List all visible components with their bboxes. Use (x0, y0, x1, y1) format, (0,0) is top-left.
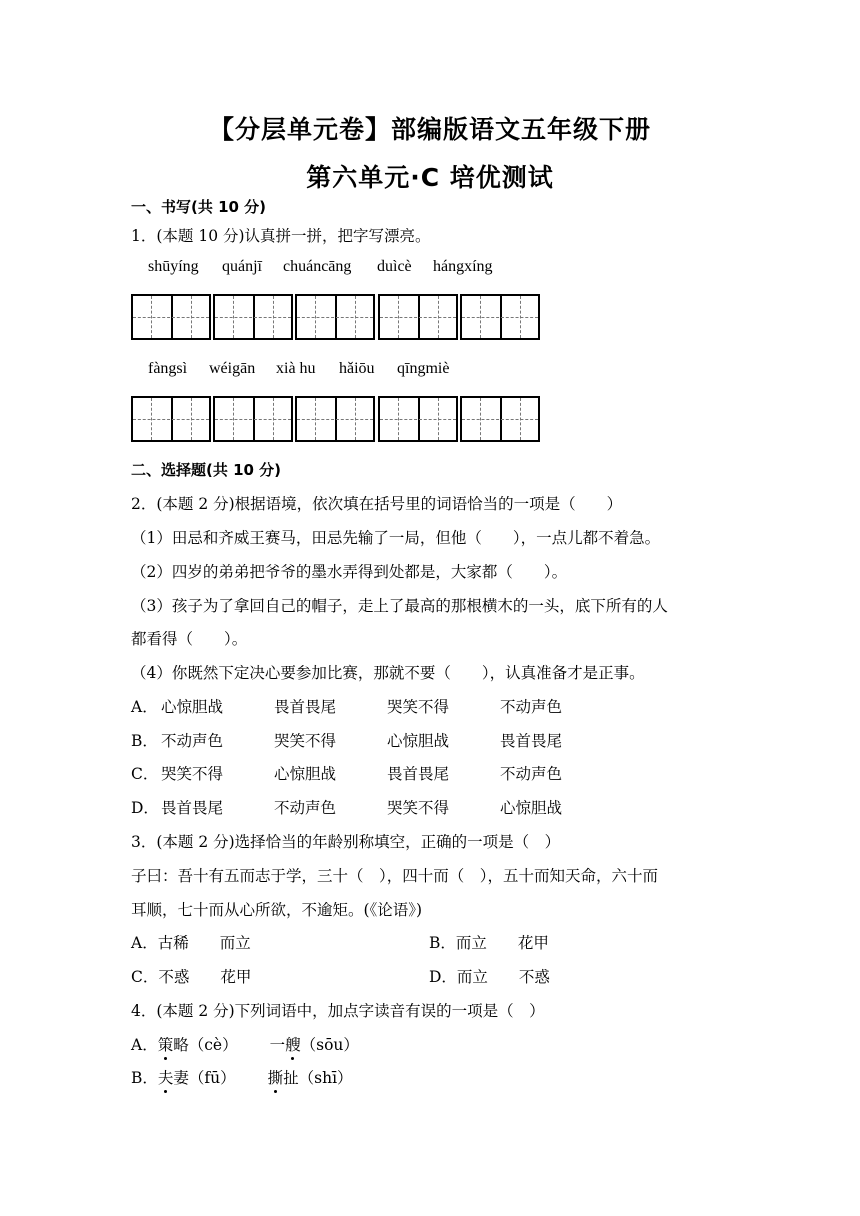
writing-box[interactable] (131, 396, 211, 442)
writing-box[interactable] (295, 294, 375, 340)
question-3: 3．(本题 2 分)选择恰当的年龄别称填空，正确的一项是（ ） (131, 833, 561, 851)
writing-box[interactable] (378, 294, 458, 340)
option-text: 扯（shī） (283, 1069, 353, 1087)
question-2: 2．(本题 2 分)根据语境，依次填在括号里的词语恰当的一项是（ ） (131, 495, 623, 513)
pinyin: duìcè (377, 258, 412, 275)
writing-box[interactable] (460, 294, 540, 340)
dotted-char: 撕 (267, 1069, 284, 1087)
dotted-char: 夫 (157, 1069, 174, 1087)
q2-item: （1）田忌和齐威王赛马，田忌先输了一局，但他（ ），一点儿都不着急。 (131, 529, 661, 547)
pinyin: fàngsì (148, 360, 188, 377)
writing-box[interactable] (213, 294, 293, 340)
option-word: 不动声色 (500, 765, 563, 783)
option-label: C． (131, 765, 159, 783)
q2-option-b[interactable] (131, 731, 591, 751)
writing-box[interactable] (131, 294, 211, 340)
q4-option-b[interactable] (131, 1068, 353, 1088)
pinyin: wéigān (209, 360, 256, 377)
pinyin: hǎiōu (339, 360, 375, 377)
option-word: 哭笑不得 (161, 765, 224, 783)
pinyin: chuáncāng (283, 258, 352, 275)
writing-box[interactable] (460, 396, 540, 442)
dotted-char: 策 (157, 1036, 174, 1054)
pinyin: quánjī (222, 258, 262, 275)
option-word: 哭笑不得 (387, 698, 450, 716)
writing-grid-row-1 (131, 294, 611, 346)
option-label: A． (131, 1036, 158, 1054)
option-word: 不动声色 (161, 732, 224, 750)
pinyin: xià hu (276, 360, 316, 377)
pinyin-row-1 (131, 258, 611, 282)
q2-item: （2）四岁的弟弟把爷爷的墨水弄得到处都是，大家都（ ）。 (131, 563, 568, 581)
section-heading-choice: 二、选择题(共 10 分) (131, 461, 282, 479)
writing-box[interactable] (295, 396, 375, 442)
q2-item: （4）你既然下定决心要参加比赛，那就不要（ ），认真准备才是正事。 (131, 664, 645, 682)
option-word: 心惊胆战 (387, 732, 450, 750)
question-4: 4．(本题 2 分)下列词语中，加点字读音有误的一项是（ ） (131, 1002, 545, 1020)
q4-option-a[interactable] (131, 1035, 359, 1055)
option-text: 妻（fū） (173, 1069, 236, 1087)
q2-item: （3）孩子为了拿回自己的帽子，走上了最高的那根横木的一头，底下所有的人 (131, 597, 668, 615)
option-text: 略（cè） (173, 1036, 238, 1054)
option-text: （sōu） (300, 1036, 359, 1054)
option-label: A． (131, 698, 158, 716)
q3-option-d[interactable]: D．而立 不惑 (429, 968, 550, 986)
q3-text: 子曰：吾十有五而志于学，三十（ ），四十而（ ），五十而知天命，六十而 (131, 867, 659, 885)
q3-option-c[interactable]: C．不惑 花甲 (131, 968, 252, 986)
option-word: 畏首畏尾 (387, 765, 450, 783)
option-word: 不动声色 (274, 799, 337, 817)
section-heading-writing: 一、书写(共 10 分) (131, 198, 267, 216)
pinyin: shūyíng (148, 258, 199, 275)
option-word: 心惊胆战 (500, 799, 563, 817)
option-word: 畏首畏尾 (161, 799, 224, 817)
option-label: D． (131, 799, 159, 817)
option-word: 不动声色 (500, 698, 563, 716)
q3-text: 耳顺，七十而从心所欲，不逾矩。(《论语》) (131, 901, 423, 919)
option-word: 哭笑不得 (274, 732, 337, 750)
writing-box[interactable] (213, 396, 293, 442)
option-word: 畏首畏尾 (274, 698, 337, 716)
q2-option-c[interactable] (131, 764, 591, 784)
q3-option-a[interactable]: A．古稀 而立 (131, 934, 251, 952)
q2-option-d[interactable] (131, 798, 591, 818)
q3-option-b[interactable]: B．而立 花甲 (429, 934, 549, 952)
writing-grid-row-2 (131, 396, 611, 448)
pinyin: hángxíng (433, 258, 493, 275)
exam-subtitle: 第六单元·C 培优测试 (306, 163, 554, 192)
option-word: 畏首畏尾 (500, 732, 563, 750)
writing-box[interactable] (378, 396, 458, 442)
option-word: 哭笑不得 (387, 799, 450, 817)
option-word: 心惊胆战 (274, 765, 337, 783)
question-1: 1．(本题 10 分)认真拼一拼，把字写漂亮。 (131, 227, 431, 245)
q2-item: 都看得（ ）。 (131, 630, 248, 648)
q2-option-a[interactable] (131, 697, 591, 717)
option-text: 一 (269, 1036, 286, 1054)
pinyin: qīngmiè (397, 360, 450, 377)
option-word: 心惊胆战 (161, 698, 224, 716)
pinyin-row-2 (131, 360, 611, 384)
exam-title: 【分层单元卷】部编版语文五年级下册 (208, 115, 651, 144)
option-label: B． (131, 1069, 158, 1087)
option-label: B． (131, 732, 158, 750)
dotted-char: 艘 (285, 1036, 301, 1054)
